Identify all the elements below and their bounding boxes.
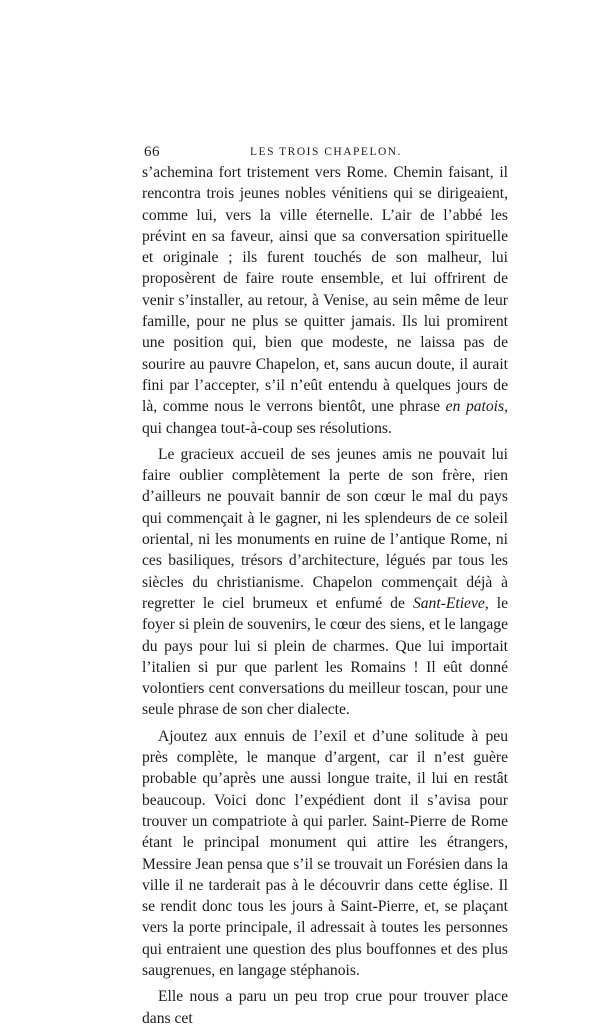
paragraph-3 (142, 726, 508, 982)
paragraph-4 (142, 986, 508, 1029)
text-run: s’achemina fort tristement vers Rome. Chemin faisant, il rencontra trois jeunes nobles vénitiens qui se dirigeaient, comme lui, vers la ville éternelle. L’air de l’abbé les prévint en sa faveur, ainsi que sa conversation spirituelle et originale ; ils furent touchés de son malheur, lui proposèrent de faire route ensemble, et lui offrirent de venir s’installer, au retour, à Venise, au sein même de leur famille, pour ne plus se quitter jamais. Ils lui promirent une position qui, bien que modeste, ne laissa pas de sourire au pauvre Chapelon, et, sans aucun doute, il aurait fini par l’accepter, s’il n’eût entendu à quelques jours de là, comme nous le verrons bientôt, une phrase (142, 164, 508, 416)
paragraph-1 (142, 162, 508, 439)
text-run: Ajoutez aux ennuis de l’exil et d’une solitude à peu près complète, le manque d’argent, car il n’est guère probable qu’après une aussi longue traite, il lui en restât beaucoup. Voici donc l’expédient dont il s’avisa pour trouver un compatriote à qui parler. Saint-Pierre de Rome étant le principal monument qui attire les étrangers, Messire Jean pensa que s’il se trouvait un Forésien dans la ville il ne tarderait pas à le découvrir dans cette église. Il se rendit donc tous les jours à Saint-Pierre, et, se plaçant vers la porte principale, il adressait à toutes les personnes qui entraient une question des plus bouffonnes et des plus saugrenues, en langage stéphanois. (142, 727, 508, 979)
italic-run: Sant-Etieve (412, 594, 485, 612)
text-run: Le gracieux accueil de ses jeunes amis ne pouvait lui faire oublier complètement la perte de son frère, rien d’ailleurs ne pouvait bannir de son cœur le mal du pays qui commençait à le gagner, ni les splendeurs de ce soleil oriental, ni les monuments en ruine de l’antique Rome, ni ces basiliques, trésors d’architecture, légués par tous les siècles du christianisme. Chapelon commençait déjà à regretter le ciel brumeux et enfumé de (142, 445, 508, 612)
paragraph-2 (142, 444, 508, 721)
italic-run: en patois (445, 398, 505, 416)
text-run: Elle nous a paru un peu trop crue pour trouver place dans cet (142, 988, 508, 1027)
body-text (142, 162, 508, 1029)
running-title: LES TROIS CHAPELON. (250, 146, 402, 158)
text-run: , qui changea tout-à-coup ses résolutions. (142, 398, 508, 437)
text-run: , le foyer si plein de souvenirs, le cœur des siens, et le langage du pays pour lui si plein de charmes. Que lui importait l’italien si pur que parlent les Romains ! Il eût donné volontiers cent conversations du meilleur toscan, pour une seule phrase de son cher dialecte. (142, 594, 508, 719)
page-number: 66 (144, 144, 160, 160)
page-header (144, 144, 508, 164)
